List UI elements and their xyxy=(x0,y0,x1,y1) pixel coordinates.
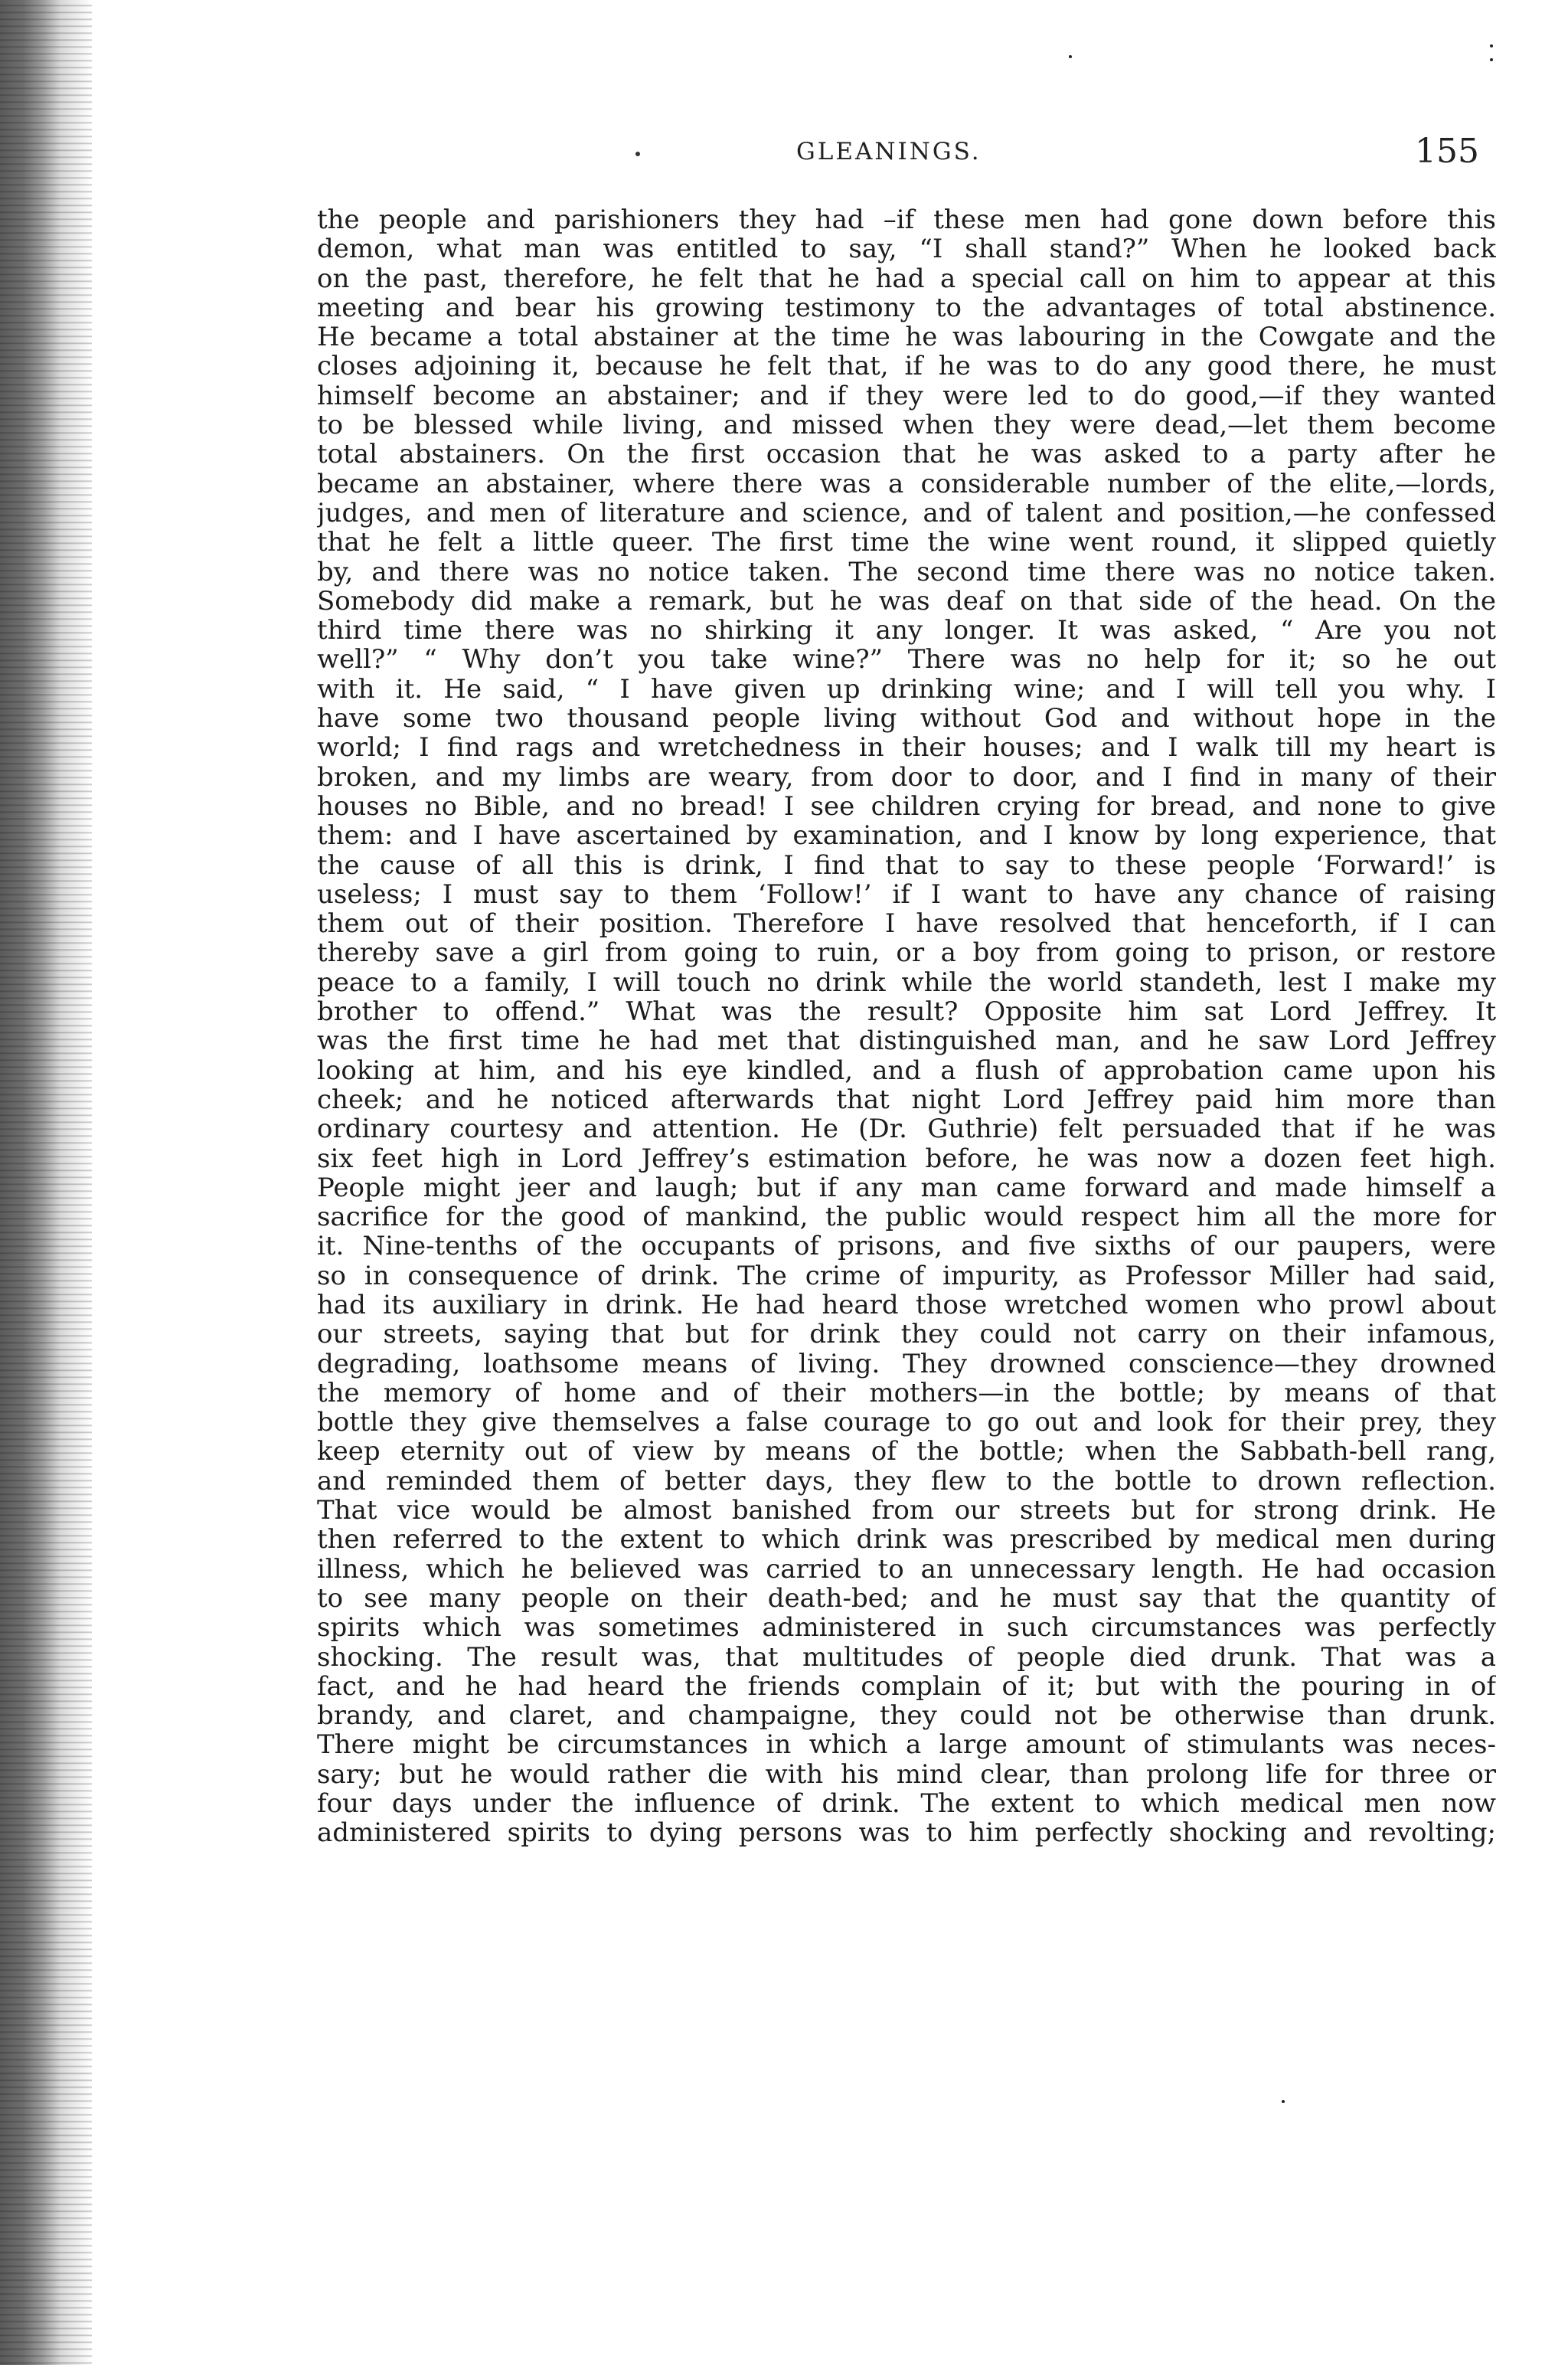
text-line: have some two thousand people living without God and without hope in the xyxy=(317,704,1496,734)
ink-speck xyxy=(1490,58,1493,61)
text-line: closes adjoining it, because he felt that, if he was to do any good there, he must xyxy=(317,352,1496,381)
ink-speck xyxy=(1490,44,1493,47)
ink-speck xyxy=(1282,2100,1285,2103)
text-line: the cause of all this is drink, I find that to say to these people ‘Forward!’ is xyxy=(317,850,1496,880)
text-line: total abstainers. On the first occasion that he was asked to a party after he xyxy=(317,440,1496,469)
text-line: four days under the influence of drink. The extent to which medical men now xyxy=(317,1789,1496,1819)
text-line: then referred to the extent to which drink was prescribed by medical men during xyxy=(317,1525,1496,1555)
text-line: houses no Bible, and no bread! I see children crying for bread, and none to give xyxy=(317,791,1496,822)
text-line: degrading, loathsome means of living. They drowned conscience—they drowned xyxy=(317,1349,1496,1379)
ink-speck xyxy=(1069,55,1072,58)
text-line: six feet high in Lord Jeffrey’s estimation before, he was now a dozen feet high. xyxy=(317,1143,1496,1173)
text-line: Somebody did make a remark, but he was deaf on that side of the head. On the xyxy=(317,586,1496,617)
text-line: brother to offend.” What was the result? Opposite him sat Lord Jeffrey. It xyxy=(317,997,1496,1027)
text-line: illness, which he believed was carried to an unnecessary length. He had occasion xyxy=(317,1554,1496,1584)
text-line: had its auxiliary in drink. He had heard those wretched women who prowl about xyxy=(317,1290,1496,1320)
text-line: spirits which was sometimes administered in such circumstances was perfectly xyxy=(317,1613,1496,1643)
body-text xyxy=(317,205,1496,1848)
text-line: them out of their position. Therefore I have resolved that henceforth, if I can xyxy=(317,909,1496,939)
text-line: demon, what man was entitled to say, “I shall stand?” When he looked back xyxy=(317,234,1496,264)
text-line: to be blessed while living, and missed when they were dead,—let them become xyxy=(317,411,1496,440)
text-line: himself become an abstainer; and if they were led to do good,—if they wanted xyxy=(317,381,1496,411)
text-line: the memory of home and of their mothers—in the bottle; by means of that xyxy=(317,1378,1496,1408)
text-line: it. Nine-tenths of the occupants of prisons, and five sixths of our paupers, were xyxy=(317,1232,1496,1261)
text-line: by, and there was no notice taken. The second time there was no notice taken. xyxy=(317,557,1496,587)
page-binding-edge xyxy=(0,0,92,2365)
text-line: became an abstainer, where there was a considerable number of the elite,—lords, xyxy=(317,469,1496,499)
text-line: brandy, and claret, and champaigne, they could not be otherwise than drunk. xyxy=(317,1701,1496,1731)
text-line: sacrifice for the good of mankind, the public would respect him all the more for xyxy=(317,1202,1496,1232)
text-line: administered spirits to dying persons was to him perfectly shocking and revolting; xyxy=(317,1818,1496,1848)
text-line: bottle they give themselves a false courage to go out and look for their prey, they xyxy=(317,1408,1496,1438)
text-line: our streets, saying that but for drink they could not carry on their infamous, xyxy=(317,1320,1496,1349)
page-number: 155 xyxy=(1415,132,1479,171)
text-line: on the past, therefore, he felt that he had a special call on him to appear at this xyxy=(317,263,1496,293)
text-line: thereby save a girl from going to ruin, or a boy from going to prison, or restore xyxy=(317,938,1496,968)
text-line: sary; but he would rather die with his mind clear, than prolong life for three or xyxy=(317,1759,1496,1790)
text-line: cheek; and he noticed afterwards that night Lord Jeffrey paid him more than xyxy=(317,1084,1496,1115)
text-line: that he felt a little queer. The first time the wine went round, it slipped quietly xyxy=(317,528,1496,558)
text-line: so in consequence of drink. The crime of impurity, as Professor Miller had said, xyxy=(317,1261,1496,1290)
text-line: peace to a family, I will touch no drink while the world standeth, lest I make my xyxy=(317,967,1496,998)
running-title: GLEANINGS. xyxy=(796,138,982,165)
text-line: with it. He said, “ I have given up drinking wine; and I will tell you why. I xyxy=(317,674,1496,705)
text-line: them: and I have ascertained by examination, and I know by long experience, that xyxy=(317,821,1496,851)
text-line: judges, and men of literature and science, and of talent and position,—he confessed xyxy=(317,498,1496,528)
text-line: keep eternity out of view by means of the bottle; when the Sabbath-bell rang, xyxy=(317,1437,1496,1467)
text-line: That vice would be almost banished from our streets but for strong drink. He xyxy=(317,1496,1496,1526)
text-line: shocking. The result was, that multitudes of people died drunk. That was a xyxy=(317,1642,1496,1672)
text-line: He became a total abstainer at the time he was labouring in the Cowgate and the xyxy=(317,322,1496,352)
text-line: was the first time he had met that distinguished man, and he saw Lord Jeffrey xyxy=(317,1026,1496,1056)
running-header xyxy=(306,132,1501,178)
text-line: There might be circumstances in which a large amount of stimulants was neces- xyxy=(317,1730,1496,1760)
text-line: fact, and he had heard the friends complain of it; but with the pouring in of xyxy=(317,1671,1496,1702)
text-line: world; I find rags and wretchedness in their houses; and I walk till my heart is xyxy=(317,733,1496,763)
text-line: useless; I must say to them ‘Follow!’ if I want to have any chance of raising xyxy=(317,879,1496,910)
text-line: the people and parishioners they had –if these men had gone down before this xyxy=(317,205,1496,235)
text-line: meeting and bear his growing testimony to the advantages of total abstinence. xyxy=(317,293,1496,323)
text-line: to see many people on their death-bed; and he must say that the quantity of xyxy=(317,1583,1496,1614)
text-line: well?” “ Why don’t you take wine?” There was no help for it; so he out xyxy=(317,645,1496,675)
text-line: broken, and my limbs are weary, from door to door, and I find in many of their xyxy=(317,762,1496,792)
text-line: and reminded them of better days, they flew to the bottle to drown reflection. xyxy=(317,1466,1496,1497)
text-line: People might jeer and laugh; but if any man came forward and made himself a xyxy=(317,1173,1496,1203)
text-line: ordinary courtesy and attention. He (Dr. Guthrie) felt persuaded that if he was xyxy=(317,1114,1496,1144)
text-line: third time there was no shirking it any longer. It was asked, “ Are you not xyxy=(317,616,1496,646)
text-line: looking at him, and his eye kindled, and a flush of approbation came upon his xyxy=(317,1055,1496,1085)
ink-speck xyxy=(635,152,640,156)
